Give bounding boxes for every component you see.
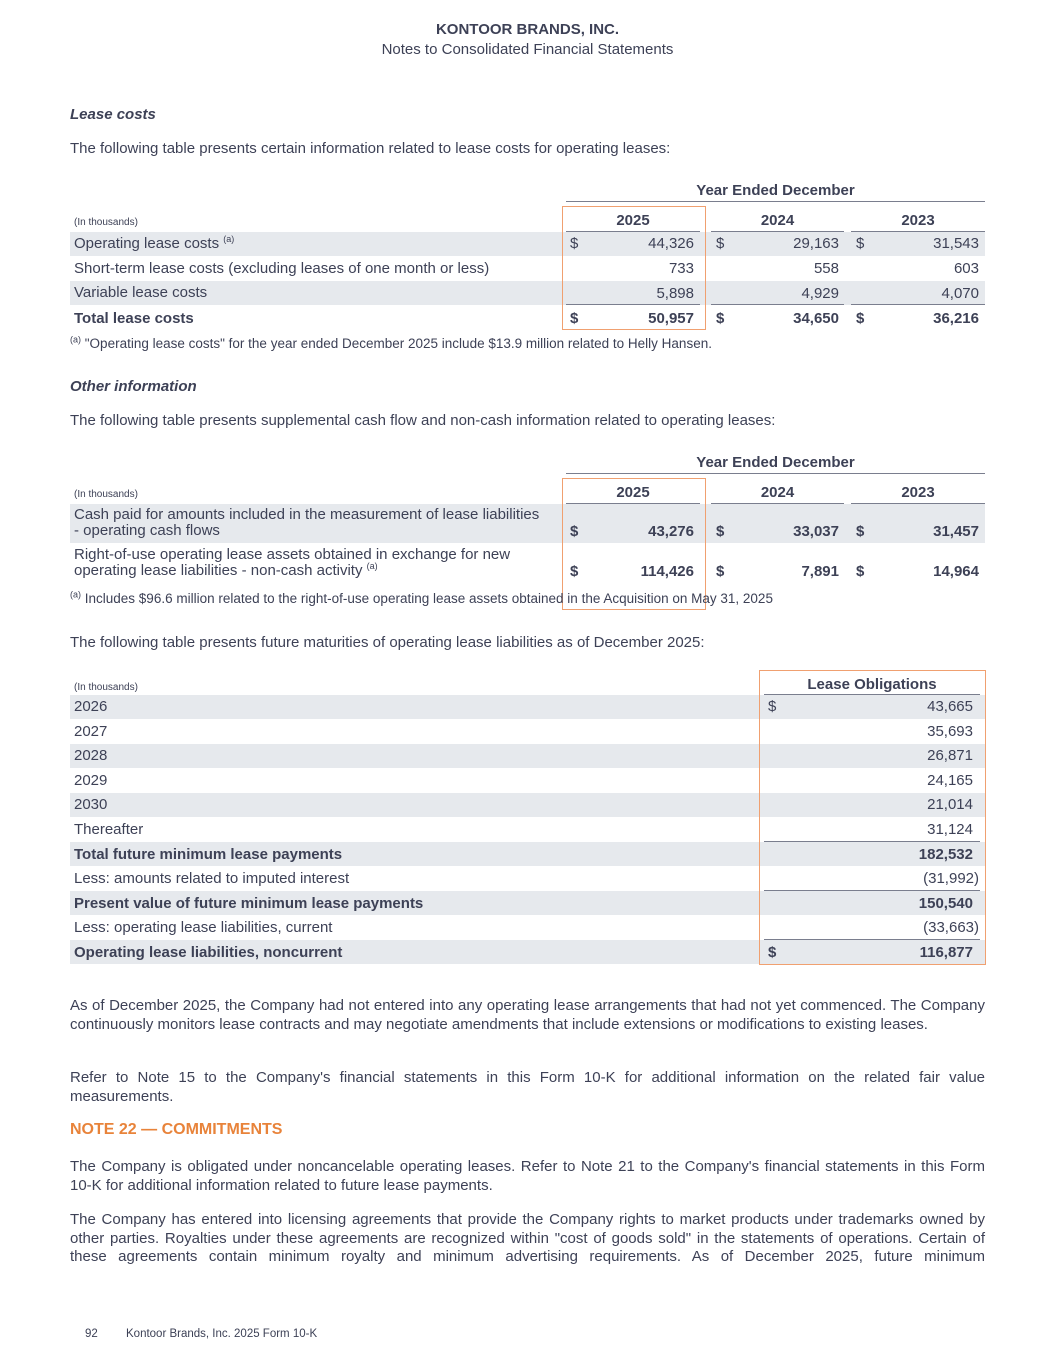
value-2023: 36,216 bbox=[933, 310, 979, 327]
value-2024: 33,037 bbox=[793, 523, 839, 540]
row-value: 182,532 bbox=[918, 846, 973, 863]
group-header-rule bbox=[566, 473, 985, 474]
row-label: 2027 bbox=[74, 723, 108, 740]
footnote-marker: (a) bbox=[70, 334, 81, 345]
paragraph-commitments: The Company is obligated under noncancelable operating leases. Refer to Note 21 to the Company's financial statements in this Form 10-K for additional information related to future lease payments. bbox=[70, 1158, 985, 1194]
table-row bbox=[70, 281, 985, 305]
page-number: 92 bbox=[85, 1328, 98, 1340]
value-2023: 31,543 bbox=[933, 235, 979, 252]
row-label: Total lease costs bbox=[74, 310, 194, 327]
row-label-line2: operating lease liabilities - non-cash activity bbox=[74, 562, 363, 579]
other-info-footnote bbox=[70, 591, 773, 606]
row-value: 43,665 bbox=[927, 698, 973, 715]
row-label: Variable lease costs bbox=[74, 284, 208, 301]
maturities-table bbox=[70, 670, 985, 970]
year-ended-header: Year Ended December bbox=[696, 454, 855, 471]
other-info-heading: Other information bbox=[70, 378, 197, 395]
row-label-line2: - operating cash flows bbox=[74, 522, 220, 539]
footnote-marker: (a) bbox=[70, 589, 81, 600]
paragraph-fair-value: Refer to Note 15 to the Company's financial statements in this Form 10-K for additional information on the related fair value measurements. bbox=[70, 1069, 985, 1105]
value-2024: 558 bbox=[813, 260, 839, 277]
col-2023: 2023 bbox=[901, 484, 935, 501]
row-label: Less: operating lease liabilities, current bbox=[74, 919, 333, 936]
footnote-text: "Operating lease costs" for the year ended December 2025 include $13.9 million related to Helly Hansen. bbox=[84, 336, 712, 351]
maturities-intro: The following table presents future maturities of operating lease liabilities as of December 2025: bbox=[70, 634, 705, 651]
paragraph-lease-arrangements: As of December 2025, the Company had not entered into any operating lease arrangements that had not yet commenced. The Company continuously monitors lease contracts and may negotiate amendments that include extensions or modifications to existing leases. bbox=[70, 997, 985, 1033]
total-rule bbox=[711, 304, 844, 305]
row-label-line1: Right-of-use operating lease assets obtained in exchange for new bbox=[74, 546, 511, 563]
currency-symbol: $ bbox=[856, 235, 865, 252]
note-22-heading: NOTE 22 — COMMITMENTS bbox=[70, 1121, 283, 1138]
row-value: 26,871 bbox=[927, 747, 973, 764]
value-2024: 7,891 bbox=[801, 563, 839, 580]
row-value: 24,165 bbox=[927, 772, 973, 789]
other-info-intro: The following table presents supplemental cash flow and non-cash information related to operating leases: bbox=[70, 412, 776, 429]
company-name: KONTOOR BRANDS, INC. bbox=[435, 21, 620, 38]
table-row bbox=[70, 504, 985, 543]
col-2024: 2024 bbox=[760, 484, 795, 501]
value-2024: 34,650 bbox=[793, 310, 839, 327]
units-label: (In thousands) bbox=[74, 489, 138, 500]
page-header bbox=[0, 21, 1055, 59]
units-label: (In thousands) bbox=[74, 682, 138, 693]
units-label: (In thousands) bbox=[74, 217, 138, 228]
row-label: 2028 bbox=[74, 747, 108, 764]
total-rule bbox=[851, 304, 985, 305]
lease-costs-table bbox=[70, 180, 985, 340]
row-label: Present value of future minimum lease payments bbox=[74, 895, 424, 912]
row-label bbox=[74, 547, 510, 579]
row-label: 2026 bbox=[74, 698, 108, 715]
year-ended-header: Year Ended December bbox=[696, 182, 855, 199]
row-label: Thereafter bbox=[74, 821, 144, 838]
row-label: Operating lease liabilities, noncurrent bbox=[74, 944, 343, 961]
paragraph-licensing: The Company has entered into licensing agreements that provide the Company rights to market products under trademarks owned by other parties. Royalties under these agreements are recognized within "cost of goods sold" in the statements of operations. Certain of these agreements contain minimum royalty and minimum advertising requirements. As of December 2025, future minimum bbox=[70, 1211, 985, 1265]
row-value: 35,693 bbox=[927, 723, 973, 740]
lease-costs-footnote bbox=[70, 336, 712, 351]
row-value: 21,014 bbox=[927, 796, 973, 813]
currency-symbol: $ bbox=[570, 235, 579, 252]
currency-symbol: $ bbox=[570, 563, 579, 580]
footnote-ref: (a) bbox=[223, 234, 235, 244]
table-row bbox=[70, 543, 985, 583]
value-2023: 4,070 bbox=[941, 285, 979, 302]
row-label: Short-term lease costs (excluding leases of one month or less) bbox=[74, 260, 490, 277]
currency-symbol: $ bbox=[856, 523, 865, 540]
value-2024: 4,929 bbox=[801, 285, 839, 302]
footer-document-title: Kontoor Brands, Inc. 2025 Form 10-K bbox=[126, 1328, 318, 1340]
currency-symbol: $ bbox=[856, 310, 865, 327]
currency-symbol: $ bbox=[716, 310, 725, 327]
currency-symbol: $ bbox=[768, 698, 777, 715]
group-header-rule bbox=[566, 201, 985, 202]
footnote-text: Includes $96.6 million related to the right-of-use operating lease assets obtained in the Acquisition on May 31, 2025 bbox=[84, 591, 773, 606]
page-subtitle: Notes to Consolidated Financial Statements bbox=[381, 41, 674, 58]
value-2025: 5,898 bbox=[656, 285, 694, 302]
col-2025: 2025 bbox=[616, 484, 650, 501]
footnote-ref: (a) bbox=[366, 561, 378, 571]
table-row bbox=[70, 232, 985, 256]
row-label-text: Operating lease costs bbox=[74, 235, 220, 252]
currency-symbol: $ bbox=[716, 235, 725, 252]
col-2025: 2025 bbox=[616, 212, 650, 229]
row-label: Total future minimum lease payments bbox=[74, 846, 343, 863]
row-value: 116,877 bbox=[919, 944, 973, 961]
currency-symbol: $ bbox=[716, 563, 725, 580]
value-2025: 114,426 bbox=[640, 563, 694, 580]
value-2023: 603 bbox=[953, 260, 979, 277]
row-value: 150,540 bbox=[918, 895, 973, 912]
row-label: 2029 bbox=[74, 772, 108, 789]
table-row-total bbox=[70, 306, 985, 331]
row-label bbox=[74, 235, 234, 252]
lease-costs-heading: Lease costs bbox=[70, 106, 156, 123]
value-2025: 44,326 bbox=[648, 235, 694, 252]
currency-symbol: $ bbox=[768, 944, 777, 961]
row-label: Less: amounts related to imputed interest bbox=[74, 870, 350, 887]
row-label-line1: Cash paid for amounts included in the measurement of lease liabilities bbox=[74, 506, 540, 523]
value-2025: 50,957 bbox=[648, 310, 694, 327]
value-2023: 31,457 bbox=[933, 523, 979, 540]
currency-symbol: $ bbox=[570, 310, 579, 327]
highlight-box-lease-obligations bbox=[759, 670, 986, 965]
highlight-box-2025 bbox=[562, 206, 706, 330]
other-info-table bbox=[70, 452, 985, 592]
value-2023: 14,964 bbox=[933, 563, 979, 580]
currency-symbol: $ bbox=[856, 563, 865, 580]
row-value: (33,663) bbox=[923, 919, 979, 936]
row-value: 31,124 bbox=[927, 821, 973, 838]
value-2025: 733 bbox=[668, 260, 694, 277]
row-label bbox=[74, 507, 539, 539]
currency-symbol: $ bbox=[570, 523, 579, 540]
row-label: 2030 bbox=[74, 796, 108, 813]
col-2024: 2024 bbox=[760, 212, 795, 229]
currency-symbol: $ bbox=[716, 523, 725, 540]
value-2024: 29,163 bbox=[793, 235, 839, 252]
lease-costs-intro: The following table presents certain information related to lease costs for operating leases: bbox=[70, 140, 671, 157]
table-row bbox=[70, 256, 985, 281]
row-value: (31,992) bbox=[923, 870, 979, 887]
value-2025: 43,276 bbox=[648, 523, 694, 540]
col-2023: 2023 bbox=[901, 212, 935, 229]
lease-obligations-header: Lease Obligations bbox=[807, 676, 937, 693]
